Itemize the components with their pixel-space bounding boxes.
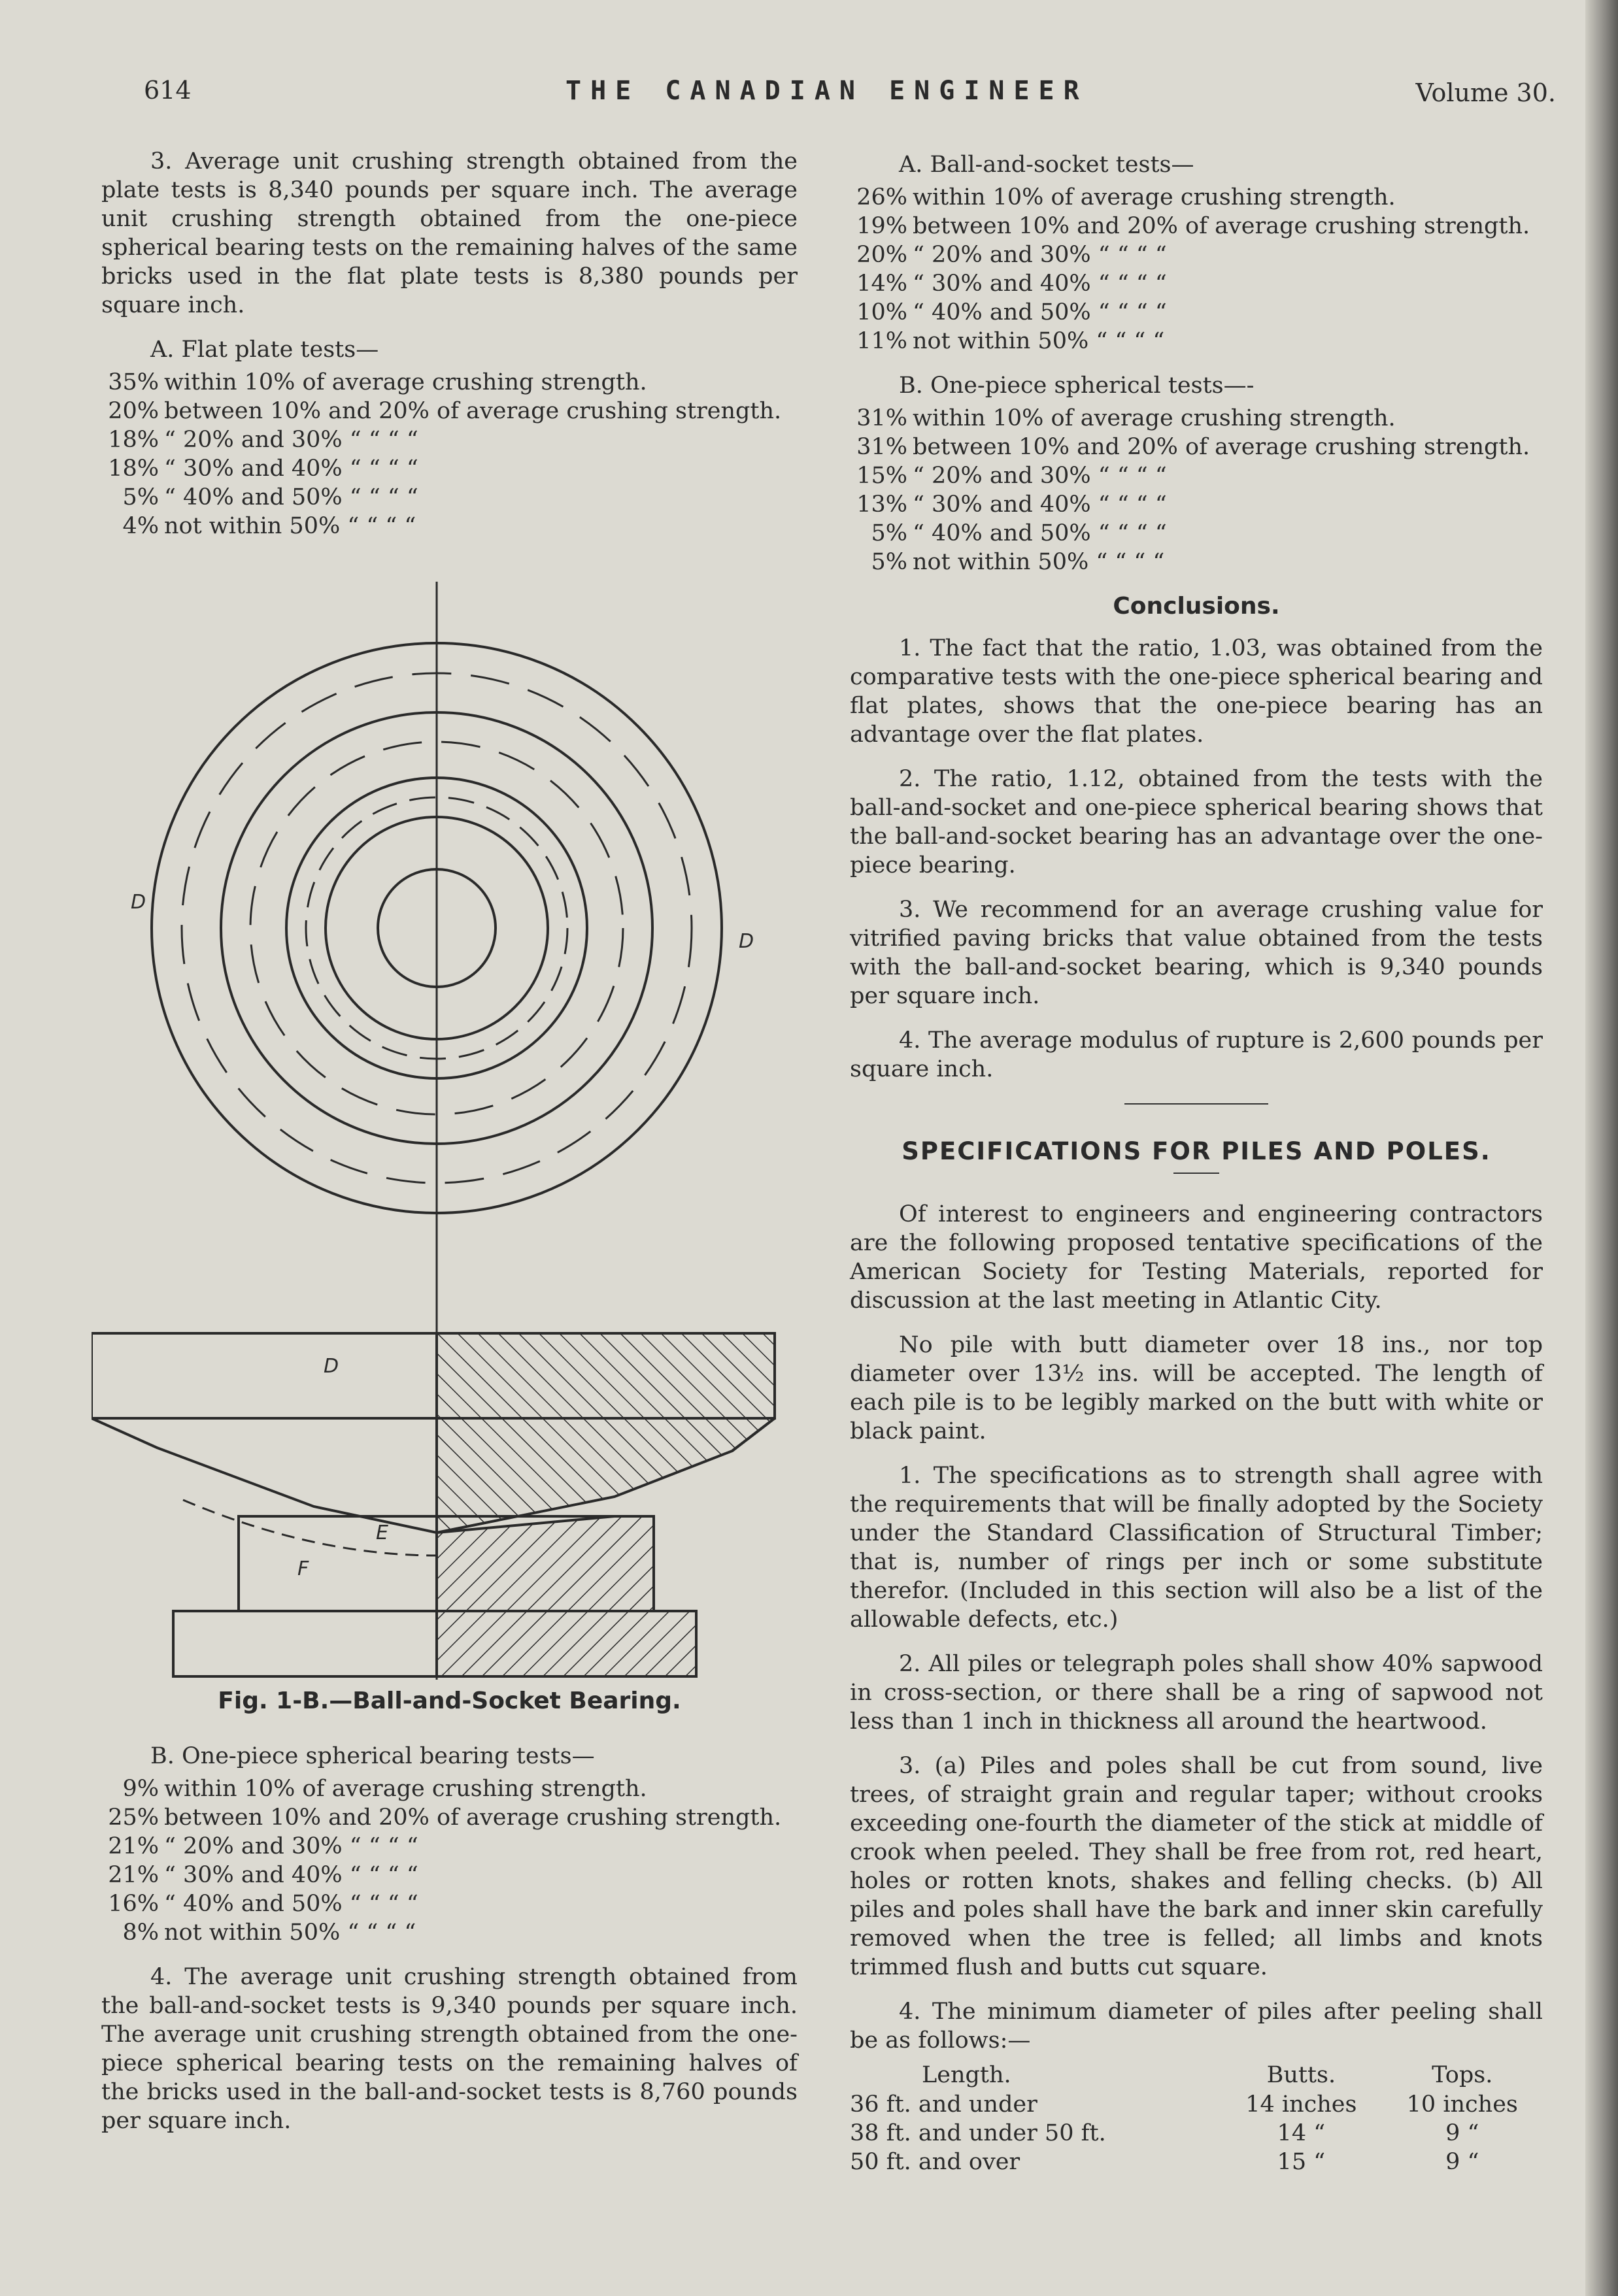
stat-percent: 18% [108,427,159,453]
conclusion-4: 4. The average modulus of rupture is 2,600 pounds per square inch. [850,1027,1543,1082]
stat-description: within 10% of average crushing strength. [164,369,647,395]
stat-description: “ 40% and 50% “ “ “ “ [913,520,1167,546]
flat-plate-table [101,368,798,541]
stat-percent: 4% [122,513,159,539]
stat-description: within 10% of average crushing strength. [164,1776,647,1802]
stat-description: “ 20% and 30% “ “ “ “ [913,463,1167,489]
stat-row [850,327,1543,356]
conclusions-heading: Conclusions. [1113,593,1280,620]
stat-description: within 10% of average crushing strength. [913,184,1396,210]
ball-and-socket-figure [92,582,791,1706]
figure-label-e: E [376,1522,388,1544]
dims-cell-length: 38 ft. and under 50 ft. [850,2120,1106,2146]
paragraph-3-left: 3. Average unit crushing strength obtained from the plate tests is 8,340 pounds per square inch. The average unit crushing strength obtained from the one-piece spherical bearing tests on the remaining halves of the same bricks used in the flat plate tests is 8,380 pounds per square inch. [101,148,798,318]
stat-percent: 10% [856,299,907,325]
conclusion-3: 3. We recommend for an average crushing value for vitrified paving bricks that value obtained from the tests with the ball-and-socket bearing, which is 9,340 pounds per square inch. [850,897,1543,1009]
spec-paragraph-3: 3. (a) Piles and poles shall be cut from sound, live trees, of straight grain and regular taper; without crooks exceeding one-fourth the diameter of the stick at middle of crook when peeled. They shall be free from rot, red heart, holes or rotten knots, shakes and felling checks. (b) All piles and poles shall have the bark and inner skin carefully removed when the tree is felled; all limbs and knots trimmed flush and butts cut square. [850,1753,1543,1980]
stat-percent: 18% [108,456,159,482]
stat-description: “ 30% and 40% “ “ “ “ [164,1862,418,1888]
ball-socket-heading: A. Ball-and-socket tests— [899,152,1194,178]
stat-percent: 16% [108,1891,159,1917]
stat-percent: 26% [856,184,907,210]
stat-description: between 10% and 20% of average crushing strength. [913,213,1530,239]
stat-row [850,269,1543,298]
stat-description: “ 40% and 50% “ “ “ “ [164,484,418,510]
ball-socket-table [850,183,1543,356]
stat-row [101,397,798,425]
right-column [850,150,1543,2176]
stat-percent: 5% [871,520,907,546]
stat-description: “ 20% and 30% “ “ “ “ [164,1833,418,1859]
spec-paragraph-diameter: No pile with butt diameter over 18 ins., nor top diameter over 13½ ins. will be accepted. The length of each pile is to be legibly marked on the butt with white or black paint. [850,1332,1543,1444]
dims-row [850,2090,1543,2119]
stat-description: “ 20% and 30% “ “ “ “ [164,427,418,453]
stat-percent: 5% [871,549,907,575]
dims-row [850,2119,1543,2148]
stat-percent: 14% [856,271,907,297]
stat-row [850,241,1543,269]
heading-underline [1173,1173,1219,1174]
stat-description: “ 40% and 50% “ “ “ “ [913,299,1167,325]
dims-header-butts: Butts. [1266,2062,1336,2088]
onepiece-right-heading: B. One-piece spherical tests—- [899,373,1255,399]
stat-row [101,368,798,397]
journal-title: THE CANADIAN ENGINEER [565,76,1088,106]
left-column-top [101,147,798,556]
stat-percent: 20% [856,242,907,268]
paragraph-4-left: 4. The average unit crushing strength obtained from the ball-and-socket tests is 9,340 pounds per square inch. The average unit crushing strength obtained from the one-piece spherical bearing tests on the remaining halves of the bricks used in the ball-and-socket tests is 8,760 pounds per square inch. [101,1964,798,2134]
stat-row [101,483,798,512]
stat-row [850,548,1543,576]
spec-paragraph-1: 1. The specifications as to strength shall agree with the requirements that will be finally adopted by the Society under the Standard Classification of Structural Timber; that is, number of rings per inch or some substitute therefor. (Included in this section will also be a list of the allowable defects, etc.) [850,1463,1543,1633]
section-divider [1124,1103,1268,1105]
stat-row [101,1861,798,1889]
stat-row [101,1918,798,1947]
onepiece-left-table [101,1774,798,1947]
stat-row [101,425,798,454]
book-spine-shadow [1585,0,1618,2296]
stat-row [850,298,1543,327]
stat-percent: 11% [856,328,907,354]
stat-percent: 20% [108,398,159,424]
flat-plate-heading: A. Flat plate tests— [150,337,379,363]
figure-label-d-right: D [739,930,754,953]
stat-row [101,1889,798,1918]
onepiece-right-table [850,404,1543,576]
spec-paragraph-4: 4. The minimum diameter of piles after peeling shall be as follows:— [850,1999,1543,2054]
dims-cell-butts: 14 “ [1277,2120,1326,2146]
figure-caption: Fig. 1-B.—Ball-and-Socket Bearing. [218,1688,681,1714]
dims-header-length: Length. [922,2062,1011,2088]
stat-row [101,1774,798,1803]
page-header [131,71,1562,110]
spec-paragraph-intro: Of interest to engineers and engineering contractors are the following proposed tentative specifications of the American Society for Testing Materials, reported for discussion at the last meeting in Atlantic City. [850,1201,1543,1314]
figure-label-d-plate: D [324,1355,339,1378]
stat-description: within 10% of average crushing strength. [913,405,1396,431]
stat-percent: 5% [122,484,159,510]
stat-row [850,461,1543,490]
dims-cell-butts: 14 inches [1245,2091,1357,2118]
stat-description: between 10% and 20% of average crushing strength. [913,434,1530,460]
stat-percent: 15% [856,463,907,489]
stat-row [850,183,1543,212]
dims-cell-length: 50 ft. and over [850,2149,1020,2175]
volume-label: Volume 30. [1415,78,1556,107]
dims-cell-tops: 9 “ [1445,2149,1479,2175]
stat-row [101,512,798,541]
figure-label-d-left: D [131,891,146,914]
stat-description: “ 20% and 30% “ “ “ “ [913,242,1167,268]
stat-description: “ 30% and 40% “ “ “ “ [913,491,1167,518]
stat-row [101,1803,798,1832]
spec-paragraph-2: 2. All piles or telegraph poles shall show 40% sapwood in cross-section, or there shall be a ring of sapwood not less than 1 inch in thickness all around the heartwood. [850,1651,1543,1735]
stat-percent: 35% [108,369,159,395]
stat-description: between 10% and 20% of average crushing strength. [164,1805,782,1831]
dims-cell-tops: 10 inches [1406,2091,1518,2118]
specifications-heading: SPECIFICATIONS FOR PILES AND POLES. [902,1137,1491,1165]
dims-cell-tops: 9 “ [1445,2120,1479,2146]
stat-percent: 21% [108,1833,159,1859]
onepiece-left-heading: B. One-piece spherical bearing tests— [150,1743,595,1769]
dims-cell-butts: 15 “ [1277,2149,1326,2175]
stat-description: “ 30% and 40% “ “ “ “ [164,456,418,482]
stat-percent: 31% [856,405,907,431]
page-number: 614 [144,76,192,105]
stat-description: between 10% and 20% of average crushing strength. [164,398,782,424]
dims-header-tops: Tops. [1432,2062,1493,2088]
conclusion-1: 1. The fact that the ratio, 1.03, was obtained from the comparative tests with the one-piece spherical bearing and flat plates, shows that the one-piece bearing has an advantage over the flat plates. [850,635,1543,748]
pile-dimensions-table [850,2060,1543,2176]
stat-description: not within 50% “ “ “ “ [913,328,1165,354]
stat-row [850,433,1543,461]
dims-row [850,2148,1543,2176]
stat-row [850,519,1543,548]
stat-description: not within 50% “ “ “ “ [913,549,1165,575]
stat-percent: 21% [108,1862,159,1888]
stat-row [850,490,1543,519]
stat-percent: 8% [122,1920,159,1946]
left-column-bottom [101,1735,798,2151]
stat-row [850,212,1543,241]
stat-description: “ 30% and 40% “ “ “ “ [913,271,1167,297]
stat-description: not within 50% “ “ “ “ [164,513,416,539]
stat-description: “ 40% and 50% “ “ “ “ [164,1891,418,1917]
stat-description: not within 50% “ “ “ “ [164,1920,416,1946]
stat-row [850,404,1543,433]
stat-percent: 9% [122,1776,159,1802]
figure-label-f: F [297,1557,309,1580]
stat-percent: 25% [108,1805,159,1831]
stat-row [101,1832,798,1861]
stat-percent: 13% [856,491,907,518]
conclusion-2: 2. The ratio, 1.12, obtained from the tests with the ball-and-socket and one-piece spherical bearing shows that the ball-and-socket bearing has an advantage over the one-piece bearing. [850,766,1543,878]
stat-row [101,454,798,483]
stat-percent: 31% [856,434,907,460]
stat-percent: 19% [856,213,907,239]
dims-cell-length: 36 ft. and under [850,2091,1037,2118]
